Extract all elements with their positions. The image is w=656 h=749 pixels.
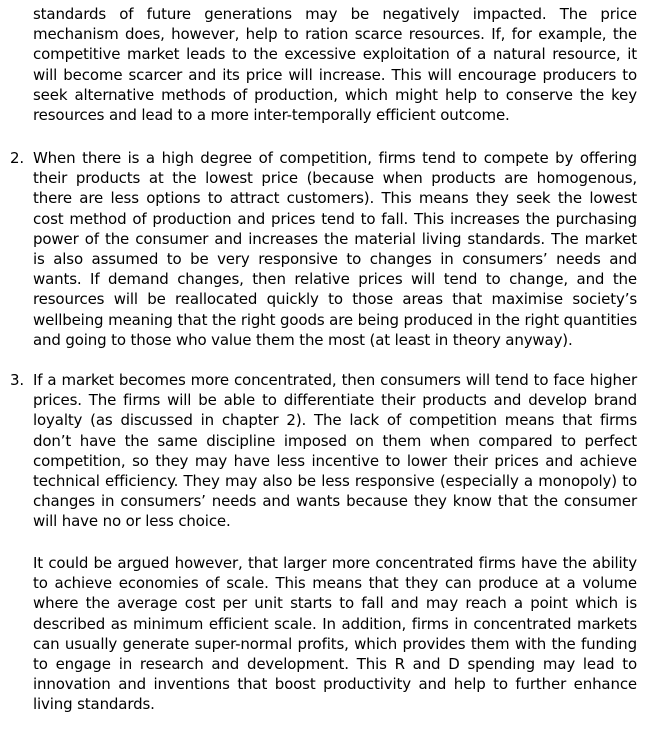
intro-paragraph: standards of future generations may be negatively impacted. The price mechanism does, however, help to ration scarce resources. If, for example, the competitive market leads to the excessive exploitation of a natural resource, it will become scarcer and its price will increase. This will encourage producers to seek alternative methods of production, which might help to conserve the key resources and lead to a more inter-temporally efficient outcome.	[33, 5, 637, 125]
list-item-number: 2.	[10, 149, 25, 167]
list-item-text: When there is a high degree of competition, firms tend to compete by offering their products at the lowest price (because when products are homogenous, there are less options to attract customers). This means they seek the lowest cost method of production and prices tend to fall. This increases the purchasing power of the consumer and increases the material living standards. The market is also assumed to be very responsive to changes in consumers’ needs and wants. If demand changes, then relative prices will tend to change, and the resources will be reallocated quickly to those areas that maximise society’s wellbeing meaning that the right goods are being produced in the right quantities and going to those who value them the most (at least in theory anyway).	[33, 149, 637, 349]
closing-paragraph: It could be argued however, that larger more concentrated firms have the ability to achieve economies of scale. This means that they can produce at a volume where the average cost per unit starts to fall and may reach a point which is described as minimum efficient scale. In addition, firms in concentrated markets can usually generate super-normal profits, which provides them with the funding to engage in research and development. This R and D spending may lead to innovation and inventions that boost productivity and help to further enhance living standards.	[33, 554, 637, 714]
list-item-number: 3.	[10, 371, 25, 389]
list-item-text: If a market becomes more concentrated, then consumers will tend to face higher prices. The firms will be able to differentiate their products and develop brand loyalty (as discussed in chapter 2). The lack of competition means that firms don’t have the same discipline imposed on them when compared to perfect competition, so they may have less incentive to lower their prices and achieve technical efficiency. They may also be less responsive (especially a monopoly) to changes in consumers’ needs and wants because they know that the consumer will have no or less choice.	[33, 371, 637, 531]
